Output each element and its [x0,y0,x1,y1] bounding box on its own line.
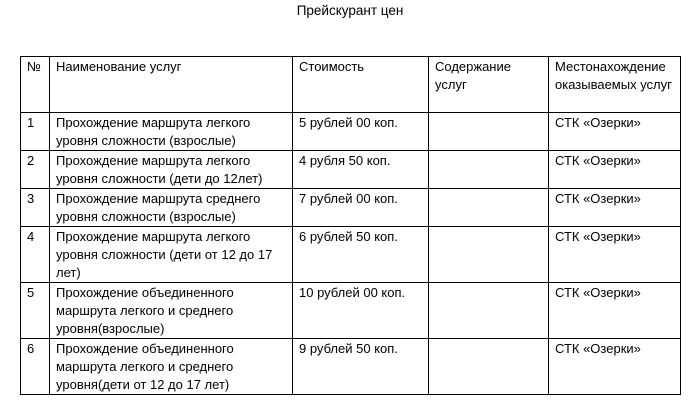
row-name: Прохождение объединенного маршрута легкого и среднего уровня(взрослые) [50,283,293,339]
row-price: 7 рублей 00 коп. [293,189,429,227]
row-name: Прохождение маршрута легкого уровня сложности (взрослые) [50,113,293,151]
row-num: 3 [21,189,50,227]
row-price: 9 рублей 50 коп. [293,339,429,395]
header-row [21,57,681,113]
row-location: СТК «Озерки» [549,283,681,339]
row-name: Прохождение маршрута среднего уровня сложности (взрослые) [50,189,293,227]
row-location: СТК «Озерки» [549,339,681,395]
row-location: СТК «Озерки» [549,113,681,151]
row-location: СТК «Озерки» [549,227,681,283]
row-price: 4 рубля 50 коп. [293,151,429,189]
table-row [21,339,681,395]
header-location: Местонахождение оказываемых услуг [549,57,681,113]
row-content [429,339,549,395]
row-price: 10 рублей 00 коп. [293,283,429,339]
price-table [20,56,681,395]
row-content [429,283,549,339]
row-num: 6 [21,339,50,395]
table-row [21,189,681,227]
row-location: СТК «Озерки» [549,189,681,227]
row-content [429,113,549,151]
row-num: 4 [21,227,50,283]
table-row [21,113,681,151]
header-name: Наименование услуг [50,57,293,113]
row-num: 1 [21,113,50,151]
header-num: № [21,57,50,113]
row-name: Прохождение маршрута легкого уровня сложности (дети от 12 до 17 лет) [50,227,293,283]
row-content [429,189,549,227]
row-price: 5 рублей 00 коп. [293,113,429,151]
row-name: Прохождение объединенного маршрута легкого и среднего уровня(дети от 12 до 17 лет) [50,339,293,395]
row-num: 2 [21,151,50,189]
document-title: Прейскурант цен [296,3,404,18]
header-content: Содержание услуг [429,57,549,113]
row-name: Прохождение маршрута легкого уровня сложности (дети до 12лет) [50,151,293,189]
table-row [21,283,681,339]
row-content [429,151,549,189]
row-num: 5 [21,283,50,339]
row-content [429,227,549,283]
row-location: СТК «Озерки» [549,151,681,189]
header-price: Стоимость [293,57,429,113]
table-row [21,227,681,283]
table-row [21,151,681,189]
row-price: 6 рублей 50 коп. [293,227,429,283]
